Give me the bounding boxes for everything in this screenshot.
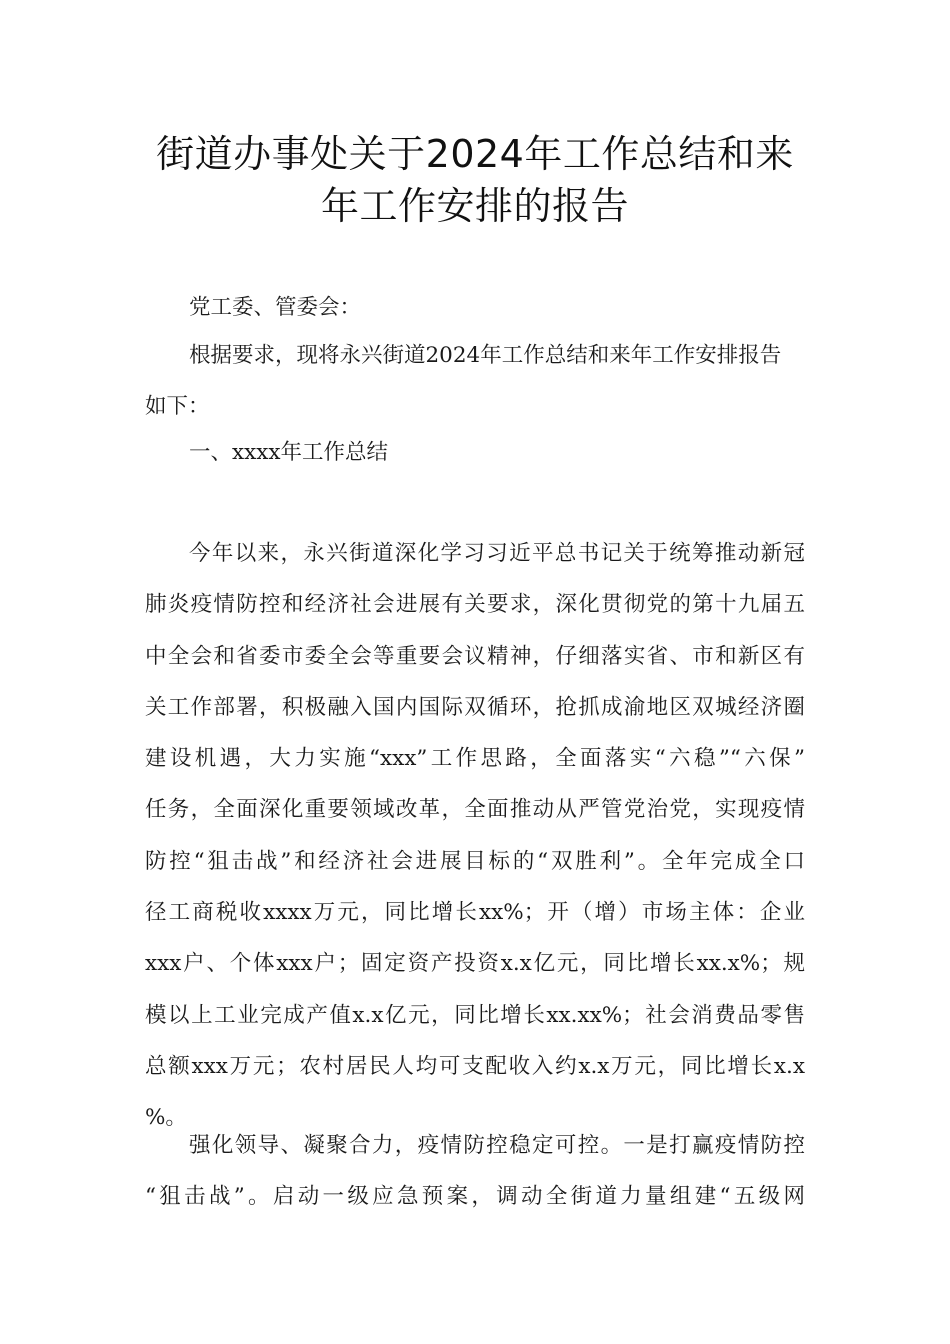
paragraph-1 bbox=[145, 528, 805, 1144]
paragraph-1-line-8: 径工商税收xxxx万元，同比增长xx%；开（增）市场主体：企业 bbox=[145, 900, 805, 926]
paragraph-1-line-5: 建设机遇，大力实施“xxx”工作思路，全面落实“六稳”“六保” bbox=[145, 746, 805, 772]
title-line-2: 年工作安排的报告 bbox=[320, 184, 629, 228]
paragraph-1-line-1: 今年以来，永兴街道深化学习习近平总书记关于统筹推动新冠 bbox=[189, 541, 805, 566]
paragraph-1-line-4: 关工作部署，积极融入国内国际双循环，抢抓成渝地区双城经济圈 bbox=[145, 694, 805, 720]
paragraph-1-line-10: 模以上工业完成产值x.x亿元，同比增长xx.xx%；社会消费品零售 bbox=[145, 1002, 805, 1028]
salutation bbox=[145, 282, 805, 333]
paragraph-1-line-12: %。 bbox=[145, 1105, 187, 1131]
paragraph-1-line-2: 肺炎疫情防控和经济社会进展有关要求，深化贯彻党的第十九届五 bbox=[145, 592, 805, 618]
paragraph-1-line-3: 中全会和省委市委全会等重要会议精神，仔细落实省、市和新区有 bbox=[145, 643, 805, 669]
paragraph-1-line-9: xxx户、个体xxx户；固定资产投资x.x亿元，同比增长xx.x%；规 bbox=[145, 951, 805, 977]
intro-line-2: 如下： bbox=[145, 394, 210, 420]
paragraph-2 bbox=[145, 1120, 805, 1223]
document-title bbox=[120, 128, 830, 232]
intro-line-1: 根据要求，现将永兴街道2024年工作总结和来年工作安排报告 bbox=[189, 343, 782, 368]
paragraph-1-line-6: 任务，全面深化重要领域改革，全面推动从严管党治党，实现疫情 bbox=[145, 797, 805, 823]
section-heading-line: 一、xxxx年工作总结 bbox=[189, 440, 389, 465]
paragraph-1-line-7: 防控“狙击战”和经济社会进展目标的“双胜利”。全年完成全口 bbox=[145, 848, 805, 874]
paragraph-2-line-1: 强化领导、凝聚合力，疫情防控稳定可控。一是打赢疫情防控 bbox=[189, 1133, 805, 1158]
salutation-line: 党工委、管委会： bbox=[189, 295, 362, 320]
intro-paragraph bbox=[145, 330, 805, 433]
paragraph-2-line-2: “狙击战”。启动一级应急预案，调动全街道力量组建“五级网 bbox=[145, 1184, 805, 1210]
paragraph-1-line-11: 总额xxx万元；农村居民人均可支配收入约x.x万元，同比增长x.x bbox=[145, 1053, 805, 1079]
section-heading bbox=[145, 427, 805, 478]
title-line-1: 街道办事处关于2024年工作总结和来 bbox=[156, 132, 794, 176]
